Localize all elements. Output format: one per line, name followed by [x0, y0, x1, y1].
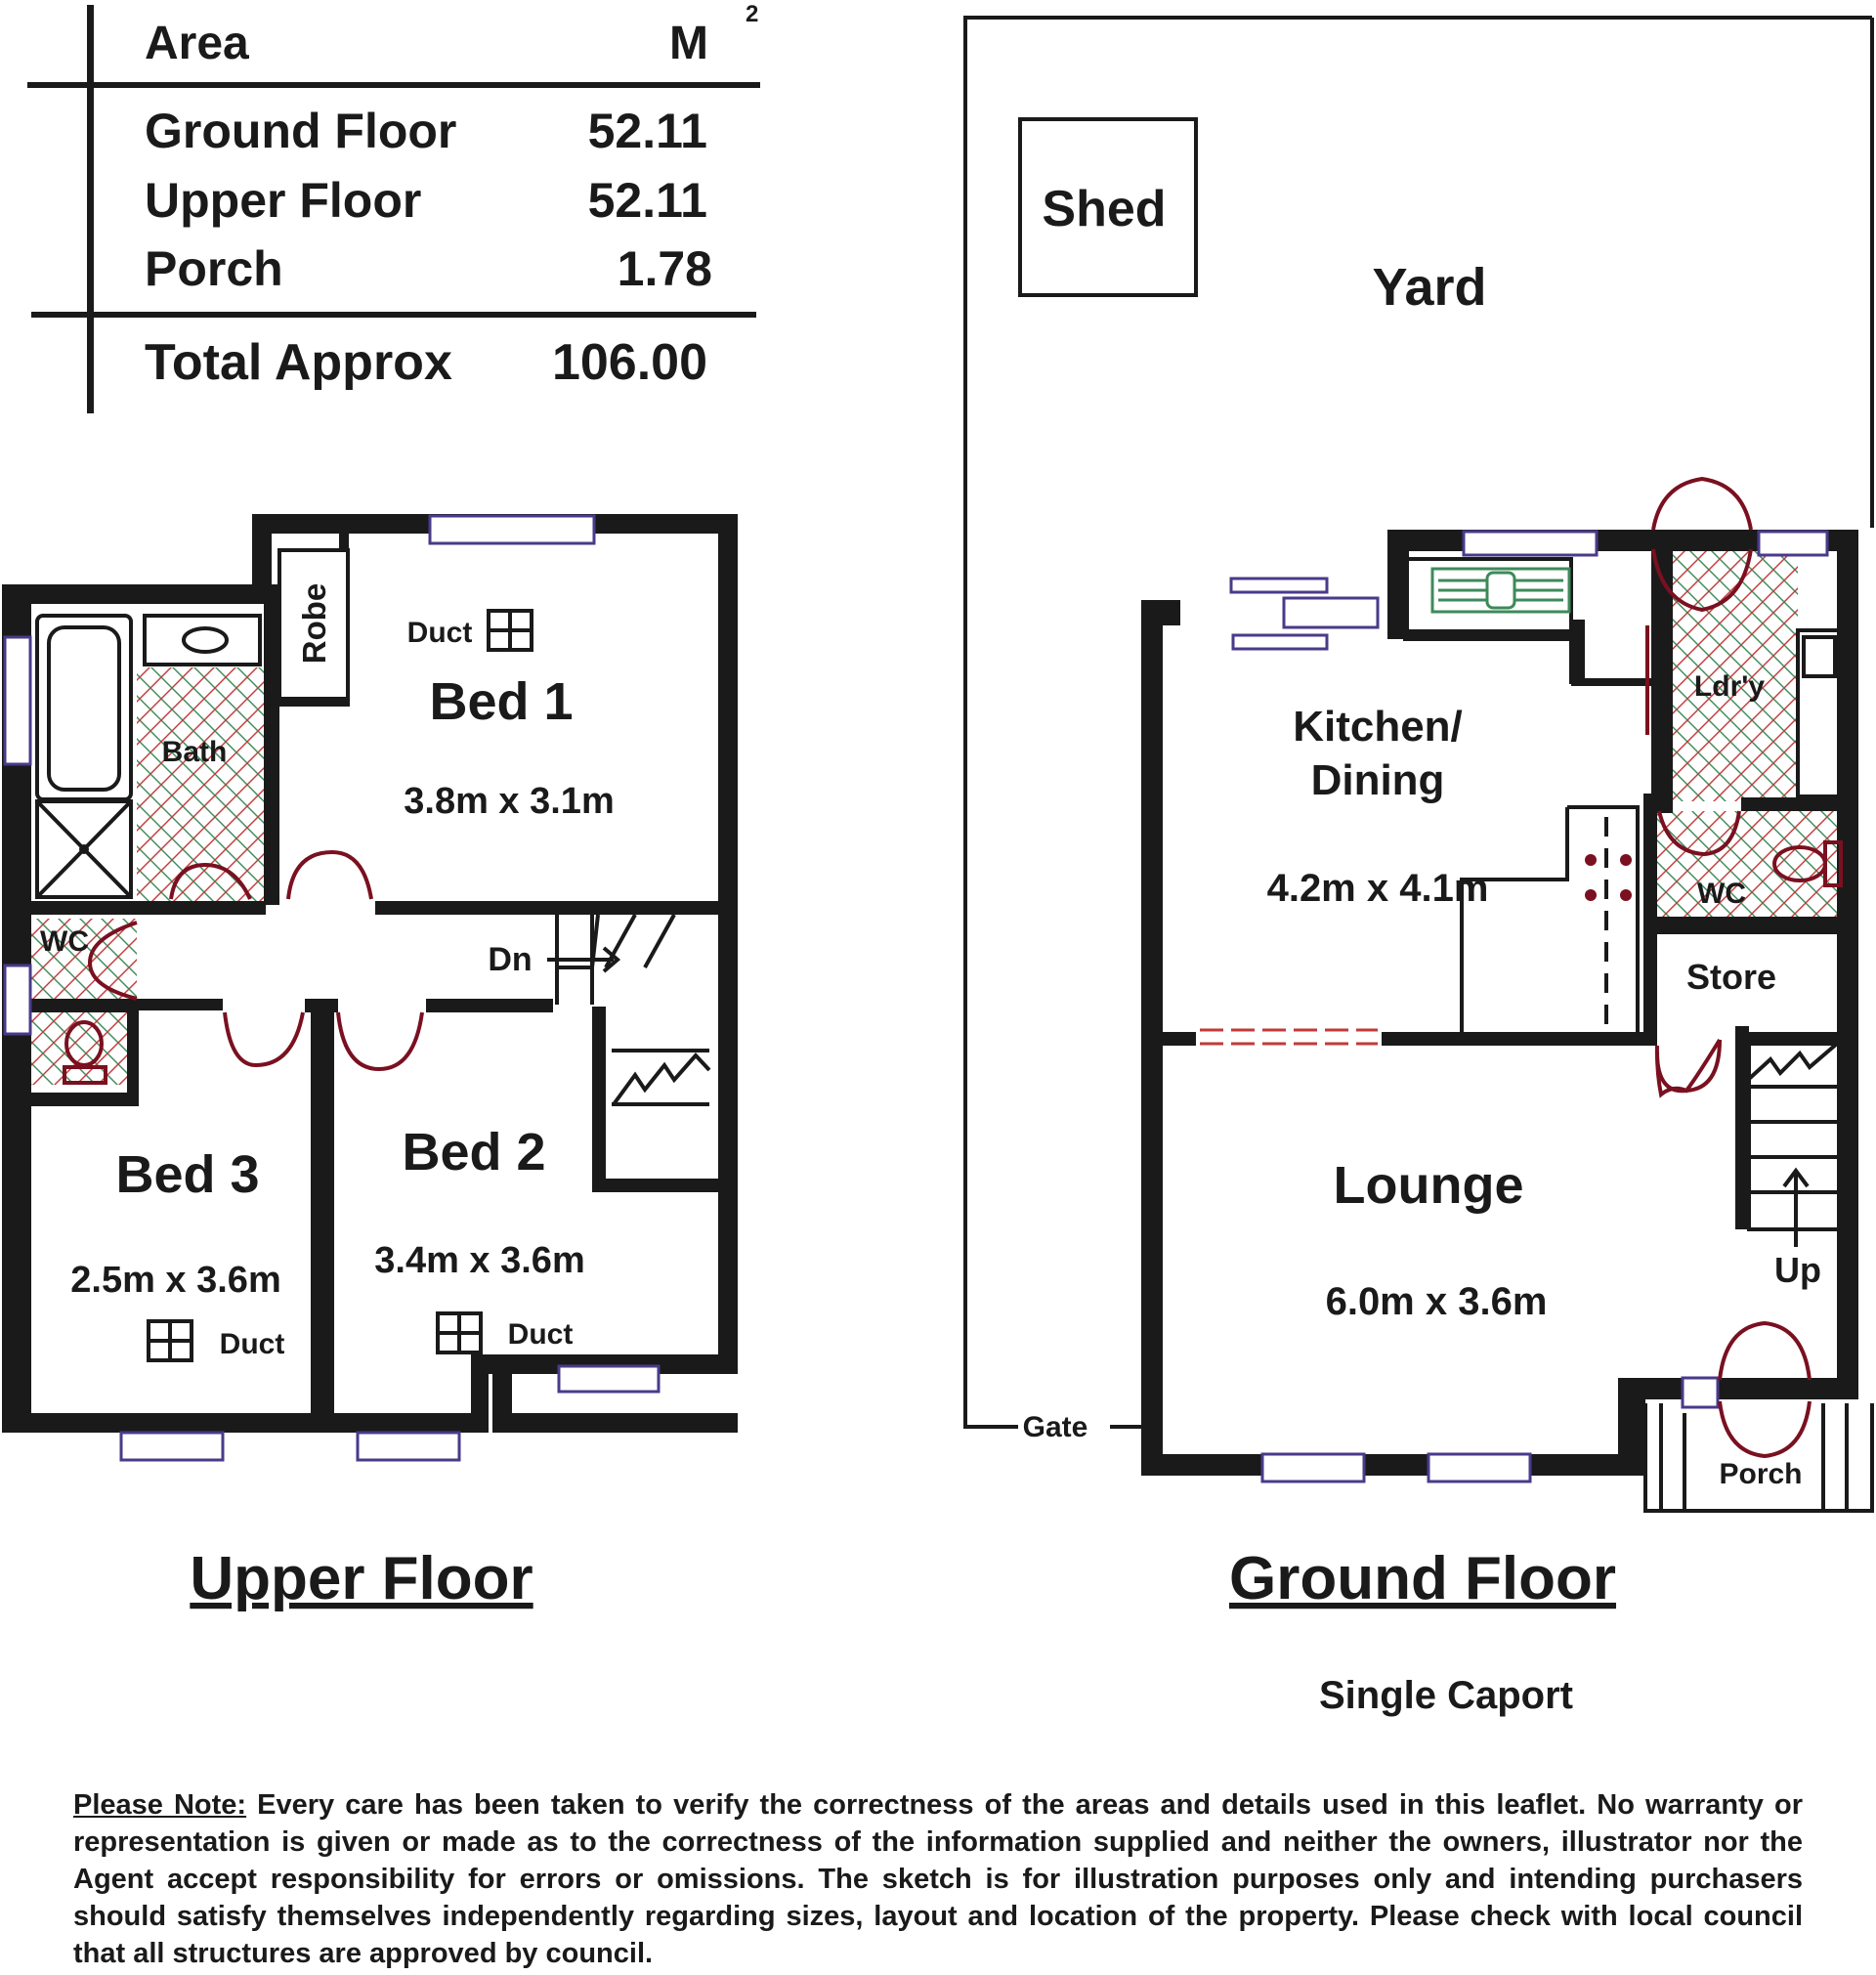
ground-floor-plan [965, 18, 1872, 1717]
bath-label: Bath [161, 736, 228, 768]
kitchen-name-line2: Dining [1310, 756, 1445, 804]
area-table [27, 1, 760, 413]
laundry-label: Ldr'y [1693, 670, 1766, 703]
ground-stairs [1749, 1044, 1839, 1247]
area-row-value: 52.11 [587, 173, 707, 228]
basin [184, 628, 227, 652]
duct-label: Duct [219, 1328, 285, 1360]
robe-label: Robe [296, 582, 332, 665]
area-row-value: 52.11 [587, 104, 707, 158]
table-total-rule [31, 312, 756, 318]
ground-wc-label: WC [1697, 878, 1746, 910]
gate-label: Gate [1022, 1411, 1088, 1443]
vanity [145, 616, 260, 665]
upper-floor-plan [2, 514, 738, 1612]
ground-stairs-label: Up [1774, 1250, 1821, 1290]
area-total-label: Total Approx [145, 334, 452, 391]
laundry-trough [1804, 637, 1835, 676]
ground-floor-title: Ground Floor [1228, 1545, 1617, 1612]
area-row-label: Ground Floor [145, 104, 457, 158]
upper-stairs-label: Dn [488, 941, 533, 978]
porch-label: Porch [1719, 1458, 1803, 1490]
upper-wc-label: WC [40, 925, 89, 958]
ground-wc-tile-floor [1651, 811, 1843, 917]
upper-floor-title: Upper Floor [190, 1545, 533, 1612]
table-vertical-rule [87, 5, 94, 413]
lounge-size: 6.0m x 3.6m [1325, 1280, 1548, 1323]
bed3-size: 2.5m x 3.6m [70, 1260, 281, 1301]
shed-label: Shed [1042, 181, 1167, 237]
area-row-label: Upper Floor [145, 173, 422, 228]
table-header-rule [27, 82, 760, 88]
area-total-value: 106.00 [551, 334, 707, 391]
area-header-unit: M [669, 18, 708, 69]
kitchen-size: 4.2m x 4.1m [1266, 867, 1489, 910]
area-header-label: Area [145, 18, 249, 69]
bed2-size: 3.4m x 3.6m [374, 1240, 585, 1281]
yard-label: Yard [1372, 258, 1487, 317]
area-row-value: 1.78 [617, 241, 712, 296]
bathtub [37, 616, 131, 799]
store-label: Store [1685, 957, 1777, 997]
bed1-name: Bed 1 [429, 672, 574, 731]
carport-label: Single Caport [1318, 1674, 1574, 1717]
lounge-name: Lounge [1333, 1156, 1524, 1215]
disclaimer-note [73, 1786, 1803, 1972]
open-plan-divide [1200, 1030, 1378, 1044]
disclaimer-label: Please Note: [73, 1789, 247, 1821]
duct-label: Duct [406, 617, 473, 649]
kitchen-name-line1: Kitchen/ [1293, 703, 1463, 751]
area-row-label: Porch [145, 241, 283, 296]
bed3-name: Bed 3 [115, 1145, 260, 1204]
bed1-size: 3.8m x 3.1m [404, 781, 615, 822]
bed2-name: Bed 2 [402, 1123, 546, 1181]
upper-stairs [547, 915, 709, 1104]
bathtub-basin [49, 627, 119, 790]
area-header-unit-superscript: 2 [746, 1, 759, 27]
disclaimer-text: Every care has been taken to verify the correctness of the areas and details used in this leaflet. No warranty or representation is given or made as to the correctness of the information supplied and neither the owners, illustrator nor the Agent accept responsibility for errors or omissions. The sketch is for illustration purposes only and intending purchasers should satisfy themselves independently regarding sizes, layout and location of the property. Please check with local council that all structures are approved by council. [73, 1789, 1803, 1969]
duct-label: Duct [507, 1318, 574, 1351]
